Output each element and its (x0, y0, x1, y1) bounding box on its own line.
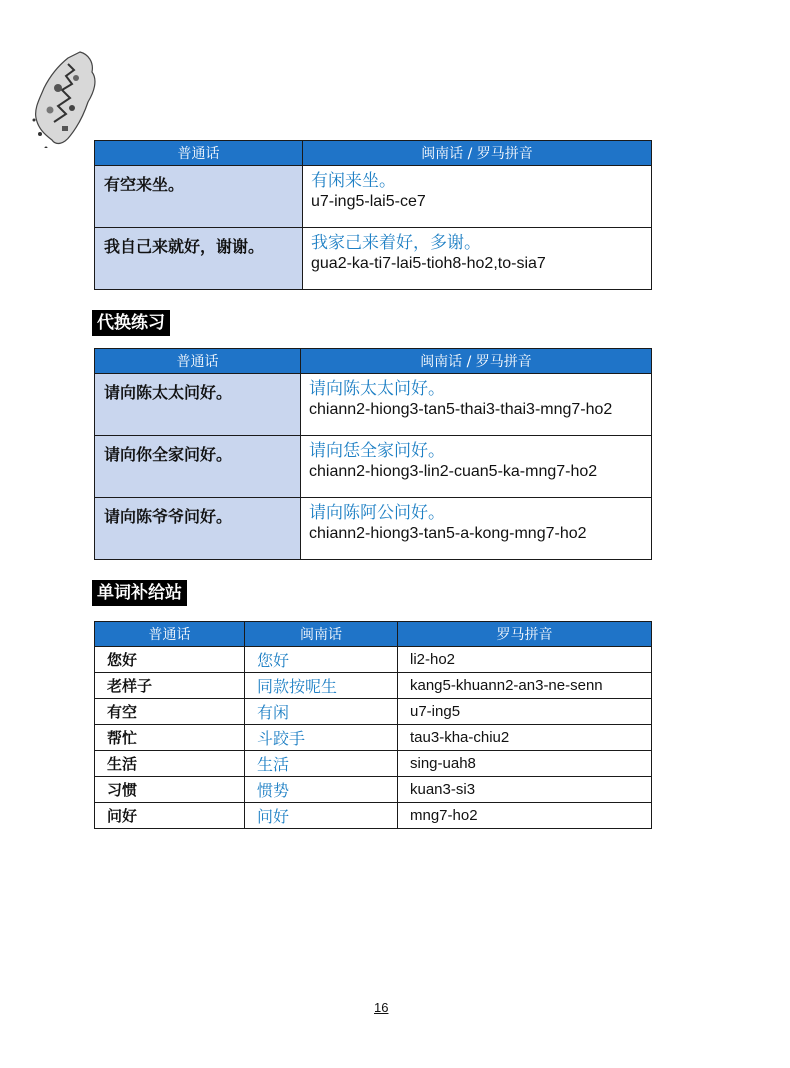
romanization-cell: kang5-khuann2-an3-ne-senn (398, 673, 652, 699)
romanization-text: chiann2-hiong3-tan5-thai3-thai3-mng7-ho2 (309, 401, 613, 418)
hokkien-cell: 问好 (245, 803, 398, 829)
table-row (95, 699, 652, 725)
header-mandarin: 普通话 (95, 622, 245, 647)
mandarin-cell: 您好 (95, 647, 245, 673)
hokkien-text: 请向陈太太问好。 (309, 379, 445, 399)
table-row (95, 647, 652, 673)
mandarin-cell: 老样子 (95, 673, 245, 699)
romanization-text: u7-ing5-lai5-ce7 (311, 193, 426, 210)
romanization-cell: sing-uah8 (398, 751, 652, 777)
mandarin-cell: 请向陈太太问好。 (95, 374, 301, 436)
header-romanization: 罗马拼音 (398, 622, 652, 647)
table-row (95, 673, 652, 699)
header-hokkien-roman: 闽南话 / 罗马拼音 (301, 349, 652, 374)
hokkien-cell (303, 228, 652, 290)
mandarin-cell: 请向陈爷爷问好。 (95, 498, 301, 560)
page-number: 16 (374, 1000, 389, 1015)
mandarin-cell: 帮忙 (95, 725, 245, 751)
romanization-cell: u7-ing5 (398, 699, 652, 725)
romanization-text: chiann2-hiong3-lin2-cuan5-ka-mng7-ho2 (309, 463, 598, 480)
mandarin-cell: 有空来坐。 (95, 166, 303, 228)
table-row (95, 751, 652, 777)
hokkien-cell: 您好 (245, 647, 398, 673)
header-hokkien: 闽南话 (245, 622, 398, 647)
table-row (95, 777, 652, 803)
vocabulary-table (94, 621, 652, 829)
hokkien-text: 有闲来坐。 (311, 171, 396, 191)
hokkien-text: 我家己来着好，多谢。 (311, 233, 481, 253)
hokkien-cell: 惯势 (245, 777, 398, 803)
hokkien-cell (301, 498, 652, 560)
mandarin-cell: 生活 (95, 751, 245, 777)
romanization-text: chiann2-hiong3-tan5-a-kong-mng7-ho2 (309, 525, 587, 542)
header-hokkien-roman: 闽南话 / 罗马拼音 (303, 141, 652, 166)
table-header-row (95, 349, 652, 374)
mandarin-cell: 请向你全家问好。 (95, 436, 301, 498)
romanization-text: gua2-ka-ti7-lai5-tioh8-ho2,to-sia7 (311, 255, 546, 272)
mandarin-cell: 问好 (95, 803, 245, 829)
hokkien-cell (301, 436, 652, 498)
table-header-row (95, 141, 652, 166)
hokkien-cell: 同款按呢生 (245, 673, 398, 699)
table-row (95, 803, 652, 829)
header-mandarin: 普通话 (95, 141, 303, 166)
romanization-cell: mng7-ho2 (398, 803, 652, 829)
table-row (95, 436, 652, 498)
hokkien-cell (301, 374, 652, 436)
header-mandarin: 普通话 (95, 349, 301, 374)
table-header-row (95, 622, 652, 647)
romanization-cell: tau3-kha-chiu2 (398, 725, 652, 751)
mandarin-cell: 有空 (95, 699, 245, 725)
table-row (95, 725, 652, 751)
mandarin-cell: 我自己来就好，谢谢。 (95, 228, 303, 290)
table-row (95, 166, 652, 228)
hokkien-text: 请向陈阿公问好。 (309, 503, 445, 523)
hokkien-text: 请向恁全家问好。 (309, 441, 445, 461)
table-row (95, 498, 652, 560)
hokkien-cell: 有闲 (245, 699, 398, 725)
table-row (95, 374, 652, 436)
hokkien-cell (303, 166, 652, 228)
hokkien-cell: 斗跤手 (245, 725, 398, 751)
taiwan-island-logo-icon (28, 48, 108, 148)
hokkien-cell: 生活 (245, 751, 398, 777)
mandarin-cell: 习惯 (95, 777, 245, 803)
section-heading-vocabulary: 单词补给站 (92, 580, 187, 606)
romanization-cell: li2-ho2 (398, 647, 652, 673)
romanization-cell: kuan3-si3 (398, 777, 652, 803)
substitution-table (94, 348, 652, 560)
section-heading-substitution: 代换练习 (92, 310, 170, 336)
table-row (95, 228, 652, 290)
phrase-table (94, 140, 652, 290)
